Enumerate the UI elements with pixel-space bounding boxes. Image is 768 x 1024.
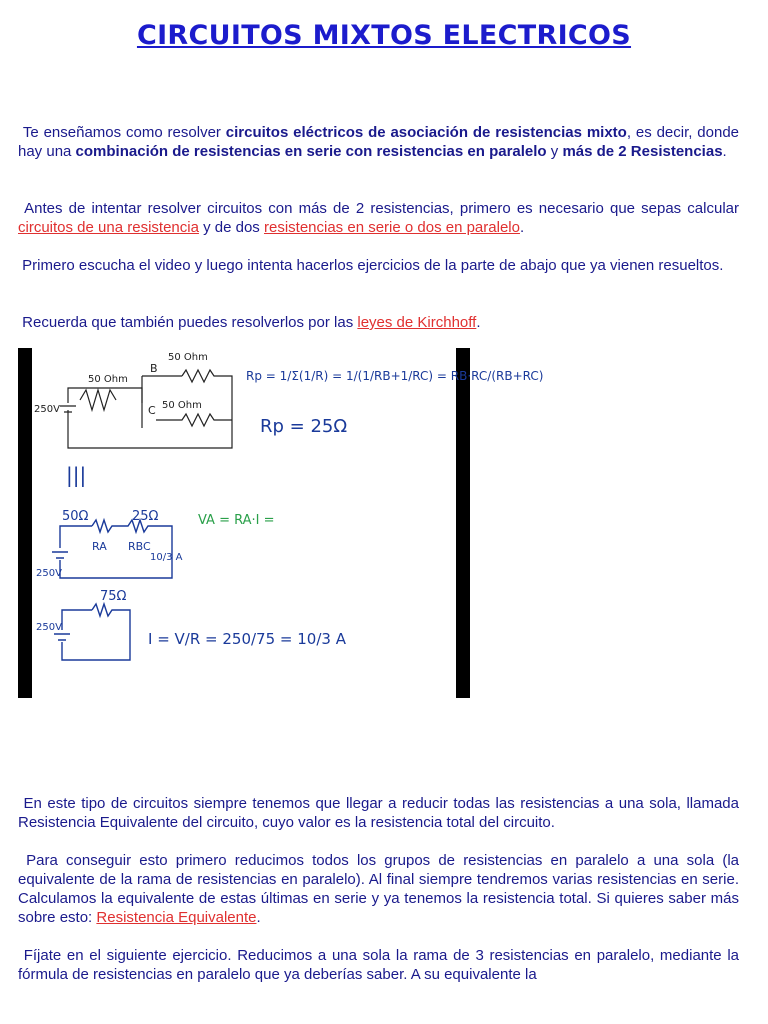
equivalent-text: En este tipo de circuitos siempre tenemos que llegar a reducir todas las resistencias a una sola, llamada Resistencia Equivalente del circuito, cuyo valor es la resistencia total del circuito. xyxy=(18,795,739,831)
link-circuitos-una-resistencia[interactable]: circuitos de una resistencia xyxy=(18,219,199,236)
link-serie-paralelo[interactable]: resistencias en serie o dos en paralelo xyxy=(263,219,520,236)
video-label-ra: RA xyxy=(92,540,107,553)
prerequisite-paragraph xyxy=(18,199,739,237)
intro-bold-3: más de 2 Resistencias xyxy=(562,143,723,160)
prereq-text-1: Antes de intentar resolver circuitos con más de 2 resistencias, primero es necesario que sepas calcular xyxy=(24,200,739,217)
page-title: CIRCUITOS MIXTOS ELECTRICOS xyxy=(136,20,632,51)
video-label-node-c: C xyxy=(148,404,156,417)
intro-bold-2: combinación de resistencias en serie con resistencias en paralelo xyxy=(75,143,547,160)
video-rp-value: Rp = 25Ω xyxy=(260,416,348,437)
video-rp-formula: Rp = 1/Σ(1/R) = 1/(1/RB+1/RC) = RB·RC/(RB+RC) xyxy=(246,369,544,383)
video-label-r25: 25Ω xyxy=(132,509,159,524)
intro-bold-1: circuitos eléctricos de asociación de resistencias mixto xyxy=(225,124,627,141)
video-label-v250-b: 250V xyxy=(36,622,62,633)
prereq-text-2: y de dos xyxy=(198,219,264,236)
video-label-va: VA = RA·I = xyxy=(198,513,275,528)
reduction-text-1: Para conseguir esto primero reducimos todos los grupos de resistencias en paralelo a una sola (la equivalente de la rama de resistencias en paralelo). Al final siempre tendremos varias resistencias en serie. Calculamos la equivalente de estas últimas en serie y ya tenemos la resistencia total. Si quieres saber más sobre esto: xyxy=(18,852,739,926)
exercise-paragraph xyxy=(18,946,739,984)
equivalent-paragraph xyxy=(18,794,739,832)
video-label-voltage: 250V xyxy=(34,404,60,415)
prereq-text-3: . xyxy=(519,219,525,236)
intro-text-2: , es decir, donde hay una xyxy=(18,124,740,160)
kirchhoff-paragraph xyxy=(18,313,739,332)
video-label-current: 10/3 A xyxy=(150,552,183,563)
kirchhoff-text-1: Recuerda que también puedes resolverlos por las xyxy=(22,314,358,331)
video-player[interactable] xyxy=(18,348,544,698)
video-label-rbc: RBC xyxy=(128,540,151,553)
intro-text-4: . xyxy=(722,143,727,160)
video-label-v250-a: 250V xyxy=(36,568,62,579)
intro-text-1: Te enseñamos como resolver xyxy=(22,124,226,141)
video-label-r-top: 50 Ohm xyxy=(168,352,208,363)
link-resistencia-equivalente[interactable]: Resistencia Equivalente xyxy=(96,909,257,926)
video-label-r50: 50Ω xyxy=(62,509,89,524)
video-instruction-text: Primero escucha el video y luego intenta hacerlos ejercicios de la parte de abajo que ya vienen resueltos. xyxy=(22,257,724,274)
intro-text-3: y xyxy=(546,143,563,160)
intro-paragraph xyxy=(18,123,739,161)
video-label-r75: 75Ω xyxy=(100,589,127,604)
exercise-text: Fíjate en el siguiente ejercicio. Reducimos a una sola la rama de 3 resistencias en paralelo, mediante la fórmula de resistencias en paralelo que ya deberías saber. A su equivalente la xyxy=(18,947,739,983)
video-label-r-left: 50 Ohm xyxy=(88,374,128,385)
reduction-paragraph xyxy=(18,851,739,927)
video-label-node-b: B xyxy=(150,362,158,375)
video-frame-whiteboard xyxy=(32,348,544,698)
kirchhoff-text-2: . xyxy=(476,314,481,331)
video-label-r-bottom: 50 Ohm xyxy=(162,400,202,411)
reduction-text-2: . xyxy=(256,909,261,926)
video-instruction-paragraph xyxy=(18,256,739,275)
link-leyes-kirchhoff[interactable]: leyes de Kirchhoff xyxy=(357,314,477,331)
video-equiv-mark: ||| xyxy=(66,463,87,487)
video-ohm-law: I = V/R = 250/75 = 10/3 A xyxy=(148,630,346,648)
